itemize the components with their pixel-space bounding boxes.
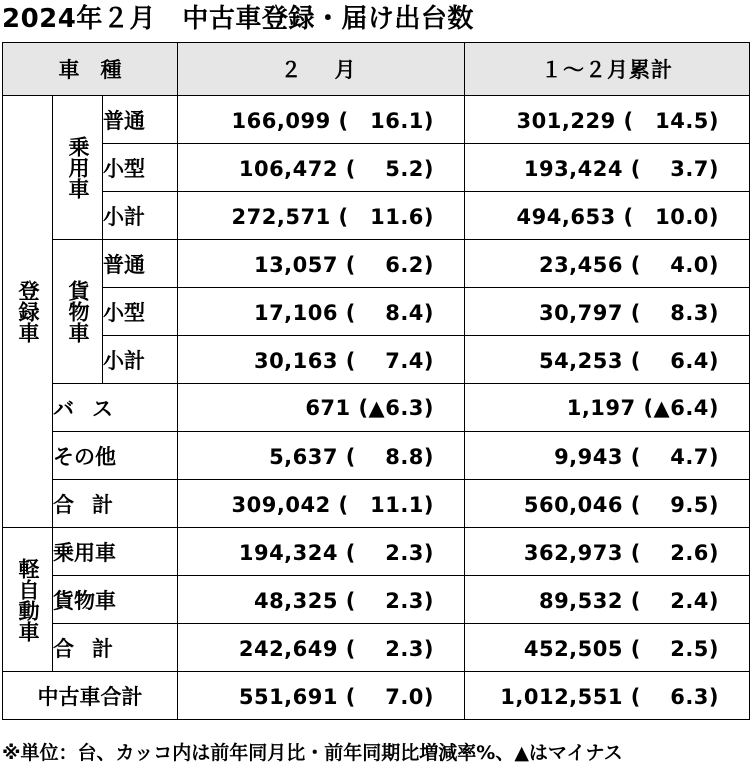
row-label: 小型 <box>103 288 178 336</box>
table-row <box>3 192 750 240</box>
page-title: 2024年２月 中古車登録・届け出台数 <box>2 4 474 34</box>
cumulative-value: 1,012,551 ( 6.3) <box>465 672 750 720</box>
row-label: 普通 <box>103 240 178 288</box>
used-car-table <box>2 42 750 720</box>
month-value: 48,325 ( 2.3) <box>178 576 465 624</box>
row-label: 乗用車 <box>53 528 178 576</box>
header-cumulative: １～２月累計 <box>465 43 750 96</box>
table-row <box>3 624 750 672</box>
month-value: 242,649 ( 2.3) <box>178 624 465 672</box>
month-value: 5,637 ( 8.8) <box>178 432 465 480</box>
table-row <box>3 480 750 528</box>
table-row <box>3 576 750 624</box>
table-row <box>3 528 750 576</box>
group-cargo: 貨物車 <box>53 240 103 384</box>
month-value: 671 (▲6.3) <box>178 384 465 432</box>
cumulative-value: 89,532 ( 2.4) <box>465 576 750 624</box>
table-row <box>3 384 750 432</box>
cumulative-value: 54,253 ( 6.4) <box>465 336 750 384</box>
row-label: バス <box>53 384 178 432</box>
header-month: ２ 月 <box>178 43 465 96</box>
header-vehicle-type: 車 種 <box>3 43 178 96</box>
row-label: 合計 <box>53 480 178 528</box>
row-label: 小型 <box>103 144 178 192</box>
cumulative-value: 452,505 ( 2.5) <box>465 624 750 672</box>
row-label: 貨物車 <box>53 576 178 624</box>
month-value: 30,163 ( 7.4) <box>178 336 465 384</box>
header-row <box>3 43 750 96</box>
row-label: 小計 <box>103 192 178 240</box>
cumulative-value: 30,797 ( 8.3) <box>465 288 750 336</box>
row-label: その他 <box>53 432 178 480</box>
month-value: 166,099 ( 16.1) <box>178 96 465 144</box>
month-value: 309,042 ( 11.1) <box>178 480 465 528</box>
cumulative-value: 9,943 ( 4.7) <box>465 432 750 480</box>
cumulative-value: 560,046 ( 9.5) <box>465 480 750 528</box>
footnote: ※単位：台、カッコ内は前年同月比・前年同期比増減率%、▲はマイナス <box>2 742 623 764</box>
table-row <box>3 240 750 288</box>
cumulative-value: 362,973 ( 2.6) <box>465 528 750 576</box>
cumulative-value: 1,197 (▲6.4) <box>465 384 750 432</box>
row-label: 小計 <box>103 336 178 384</box>
month-value: 17,106 ( 8.4) <box>178 288 465 336</box>
table-row <box>3 288 750 336</box>
table-row <box>3 672 750 720</box>
month-value: 106,472 ( 5.2) <box>178 144 465 192</box>
table-row <box>3 96 750 144</box>
month-value: 551,691 ( 7.0) <box>178 672 465 720</box>
row-label: 普通 <box>103 96 178 144</box>
group-passenger: 乗用車 <box>53 96 103 240</box>
group-kei: 軽自動車 <box>3 528 53 672</box>
cumulative-value: 193,424 ( 3.7) <box>465 144 750 192</box>
table-row <box>3 336 750 384</box>
table-row <box>3 144 750 192</box>
month-value: 194,324 ( 2.3) <box>178 528 465 576</box>
month-value: 272,571 ( 11.6) <box>178 192 465 240</box>
table-row <box>3 432 750 480</box>
group-registered: 登録車 <box>3 96 53 528</box>
cumulative-value: 301,229 ( 14.5) <box>465 96 750 144</box>
row-label: 合計 <box>53 624 178 672</box>
cumulative-value: 23,456 ( 4.0) <box>465 240 750 288</box>
month-value: 13,057 ( 6.2) <box>178 240 465 288</box>
cumulative-value: 494,653 ( 10.0) <box>465 192 750 240</box>
row-label: 中古車合計 <box>3 672 178 720</box>
